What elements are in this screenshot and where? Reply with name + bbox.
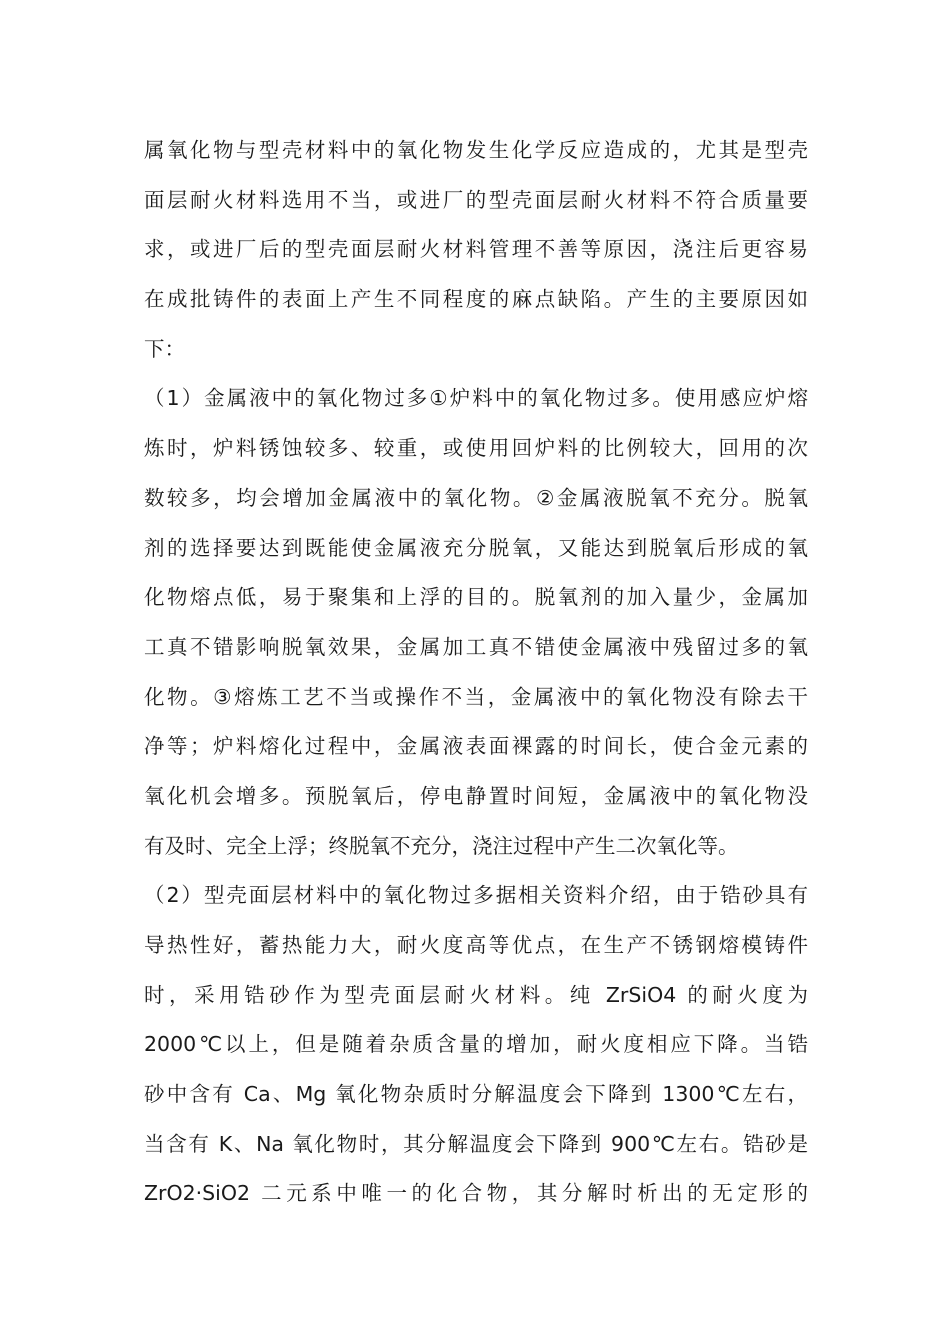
text-line: 净等；炉料熔化过程中，金属液表面裸露的时间长，使合金元素的 (144, 734, 808, 759)
text-line: 在成批铸件的表面上产生不同程度的麻点缺陷。产生的主要原因如 (144, 287, 808, 312)
text-line: 属氧化物与型壳材料中的氧化物发生化学反应造成的，尤其是型壳 (144, 138, 808, 162)
text-line: 工真不错影响脱氧效果，金属加工真不错使金属液中残留过多的氧 (144, 634, 808, 659)
text-line: ZrO2·SiO2 二元系中唯一的化合物，其分解时析出的无定形的 (144, 1181, 808, 1206)
text-line: 面层耐火材料选用不当，或进厂的型壳面层耐火材料不符合质量要 (144, 187, 808, 212)
text-line: 化物熔点低，易于聚集和上浮的目的。脱氧剂的加入量少，金属加 (144, 585, 808, 610)
text-line: （2）型壳面层材料中的氧化物过多据相关资料介绍，由于锆砂具有 (144, 883, 808, 908)
text-line: 氧化机会增多。预脱氧后，停电静置时间短，金属液中的氧化物没 (144, 783, 808, 808)
text-line: 时，采用锆砂作为型壳面层耐火材料。纯 ZrSiO4 的耐火度为 (144, 982, 808, 1007)
text-line: （1）金属液中的氧化物过多①炉料中的氧化物过多。使用感应炉熔 (144, 386, 808, 411)
text-line: 2000℃以上，但是随着杂质含量的增加，耐火度相应下降。当锆 (144, 1032, 808, 1057)
text-line: 砂中含有 Ca、Mg 氧化物杂质时分解温度会下降到 1300℃左右， (144, 1082, 808, 1107)
text-line: 数较多，均会增加金属液中的氧化物。②金属液脱氧不充分。脱氧 (144, 485, 808, 510)
text-line: 导热性好，蓄热能力大，耐火度高等优点，在生产不锈钢熔模铸件 (144, 933, 808, 957)
text-line: 化物。③熔炼工艺不当或操作不当，金属液中的氧化物没有除去干 (144, 684, 808, 709)
text-line: 下： (144, 336, 185, 361)
text-line: 炼时，炉料锈蚀较多、较重，或使用回炉料的比例较大，回用的次 (144, 436, 808, 461)
text-line: 有及时、完全上浮；终脱氧不充分，浇注过程中产生二次氧化等。 (144, 833, 739, 858)
text-line: 求，或进厂后的型壳面层耐火材料管理不善等原因，浇注后更容易 (144, 237, 808, 262)
text-line: 剂的选择要达到既能使金属液充分脱氧，又能达到脱氧后形成的氧 (144, 535, 808, 560)
text-line: 当含有 K、Na 氧化物时，其分解温度会下降到 900℃左右。锆砂是 (144, 1131, 808, 1156)
body-text (144, 126, 808, 1219)
